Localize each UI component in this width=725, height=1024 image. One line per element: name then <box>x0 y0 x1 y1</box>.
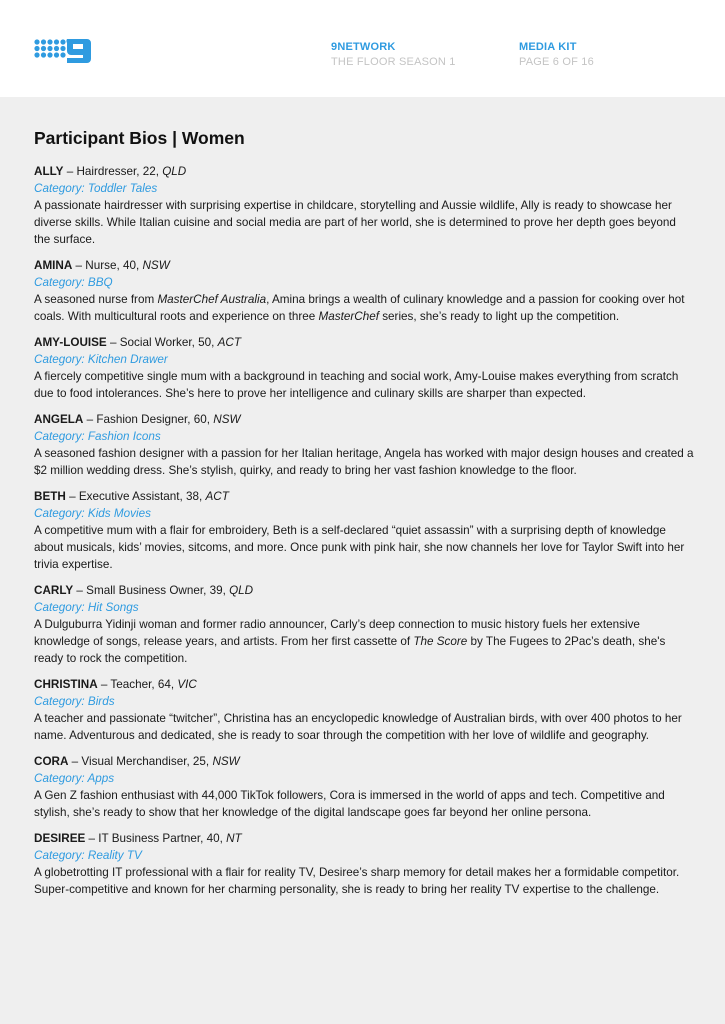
participant-name: CARLY <box>34 584 74 597</box>
page-title: Participant Bios | Women <box>34 128 245 148</box>
description-text: A fiercely competitive single mum with a background in teaching and social work, Amy-Louise makes everything from scratch due to food intolerances. She’s here to prove her intelligence and culinary skills are sharper than expected. <box>34 370 679 400</box>
participant-state: VIC <box>177 678 197 691</box>
bio-heading <box>34 753 694 770</box>
description-text: A passionate hairdresser with surprising expertise in childcare, storytelling and Aussie wildlife, Ally is ready to showcase her diverse skills. While Italian cuisine and social media are part of her world, she is determined to prove her depth goes beyond the surface. <box>34 199 676 246</box>
bio-heading <box>34 163 694 180</box>
description-text: by The Fugees to 2Pac’s death, she's ready to rock the competition. <box>34 635 666 665</box>
participant-info: – Fashion Designer, 60, <box>83 413 214 426</box>
participant-category: Category: Birds <box>34 695 115 708</box>
participant-category: Category: Toddler Tales <box>34 182 158 195</box>
media-kit-label: MEDIA KIT <box>519 41 577 53</box>
participant-info: – Hairdresser, 22, <box>63 165 163 178</box>
title-reference: MasterChef Australia <box>157 293 267 306</box>
media-kit-block <box>519 40 594 70</box>
bio-entry <box>34 163 694 248</box>
participant-state: NT <box>226 832 242 845</box>
description-text: A competitive mum with a flair for embroidery, Beth is a self-declared “quiet assassin” with a surprising depth of knowledge about musicals, kids’ movies, sitcoms, and more. Once punk with pink hair, she now channels her love for Taylor Swift into her trivia expertise. <box>34 524 685 571</box>
participant-name: CHRISTINA <box>34 678 98 691</box>
participant-description <box>34 445 694 479</box>
participant-state: QLD <box>229 584 254 597</box>
page-number: PAGE 6 OF 16 <box>519 56 594 68</box>
participant-category: Category: Kids Movies <box>34 507 151 520</box>
participant-info: – Nurse, 40, <box>72 259 143 272</box>
participant-info: – Executive Assistant, 38, <box>65 490 206 503</box>
description-text: A seasoned nurse from <box>34 293 158 306</box>
description-text: A Gen Z fashion enthusiast with 44,000 TikTok followers, Cora is immersed in the world of apps and tech. Competitive and stylish, she’s ready to show that her knowledge of the digital landscape goes far beyond her online persona. <box>34 789 665 819</box>
network-label: 9NETWORK <box>331 41 396 53</box>
participant-description <box>34 291 694 325</box>
participant-info: – Social Worker, 50, <box>106 336 218 349</box>
participant-description <box>34 197 694 248</box>
participant-name: AMY-LOUISE <box>34 336 107 349</box>
participant-description <box>34 787 694 821</box>
participant-info: – Small Business Owner, 39, <box>73 584 230 597</box>
bio-entry <box>34 582 694 667</box>
bio-entry <box>34 676 694 744</box>
bio-entry <box>34 411 694 479</box>
participant-category: Category: Reality TV <box>34 849 142 862</box>
participant-info: – IT Business Partner, 40, <box>85 832 227 845</box>
bio-heading <box>34 676 694 693</box>
bio-heading <box>34 257 694 274</box>
participant-description <box>34 710 694 744</box>
description-text: , Amina brings a wealth of culinary knowledge and a passion for cooking over hot coals. With multicultural roots and experience on three <box>34 293 685 323</box>
participant-category: Category: BBQ <box>34 276 113 289</box>
participant-name: DESIREE <box>34 832 86 845</box>
participant-category: Category: Apps <box>34 772 115 785</box>
participant-name: BETH <box>34 490 66 503</box>
participant-name: ANGELA <box>34 413 84 426</box>
participant-info: – Visual Merchandiser, 25, <box>68 755 213 768</box>
network-block <box>331 40 456 70</box>
participant-state: NSW <box>213 413 241 426</box>
participant-info: – Teacher, 64, <box>97 678 178 691</box>
bio-heading <box>34 411 694 428</box>
page-header <box>0 0 725 97</box>
title-reference: The Score <box>413 635 468 648</box>
bio-entry <box>34 830 694 898</box>
participant-description <box>34 368 694 402</box>
participant-name: AMINA <box>34 259 73 272</box>
description-text: A seasoned fashion designer with a passion for her Italian heritage, Angela has worked with major design houses and created a $2 million wedding dress. She’s stylish, quirky, and ready to bring her vast fashion knowledge to the floor. <box>34 447 694 477</box>
bio-list <box>34 163 694 898</box>
bio-heading <box>34 582 694 599</box>
participant-name: ALLY <box>34 165 64 178</box>
participant-description <box>34 864 694 898</box>
title-reference: MasterChef <box>318 310 379 323</box>
participant-state: ACT <box>205 490 229 503</box>
bio-entry <box>34 334 694 402</box>
participant-category: Category: Hit Songs <box>34 601 139 614</box>
participant-category: Category: Fashion Icons <box>34 430 161 443</box>
description-text: A globetrotting IT professional with a flair for reality TV, Desiree’s sharp memory for detail makes her a formidable competitor. Super-competitive and known for her charming personality, she is ready to bring her reality TV expertise to the challenge. <box>34 866 680 896</box>
bio-heading <box>34 488 694 505</box>
participant-state: ACT <box>217 336 241 349</box>
bio-heading <box>34 334 694 351</box>
participant-category: Category: Kitchen Drawer <box>34 353 168 366</box>
participant-state: NSW <box>212 755 240 768</box>
page-content <box>34 127 694 907</box>
participant-description <box>34 616 694 667</box>
participant-state: QLD <box>162 165 187 178</box>
participant-name: CORA <box>34 755 69 768</box>
participant-description <box>34 522 694 573</box>
show-label: THE FLOOR SEASON 1 <box>331 56 456 68</box>
description-text: A Dulguburra Yidinji woman and former radio announcer, Carly’s deep connection to music history fuels her extensive knowledge of songs, release years, and artists. From her first cassette of <box>34 618 640 648</box>
bio-entry <box>34 488 694 573</box>
description-text: series, she’s ready to light up the competition. <box>378 310 620 323</box>
description-text: A teacher and passionate “twitcher”, Christina has an encyclopedic knowledge of Australian birds, with over 400 photos to her name. Adventurous and dedicated, she is ready to soar through the competition with her love of wildlife and geography. <box>34 712 682 742</box>
bio-entry <box>34 257 694 325</box>
bio-heading <box>34 830 694 847</box>
nine-network-logo-icon <box>34 38 92 64</box>
participant-state: NSW <box>142 259 170 272</box>
bio-entry <box>34 753 694 821</box>
